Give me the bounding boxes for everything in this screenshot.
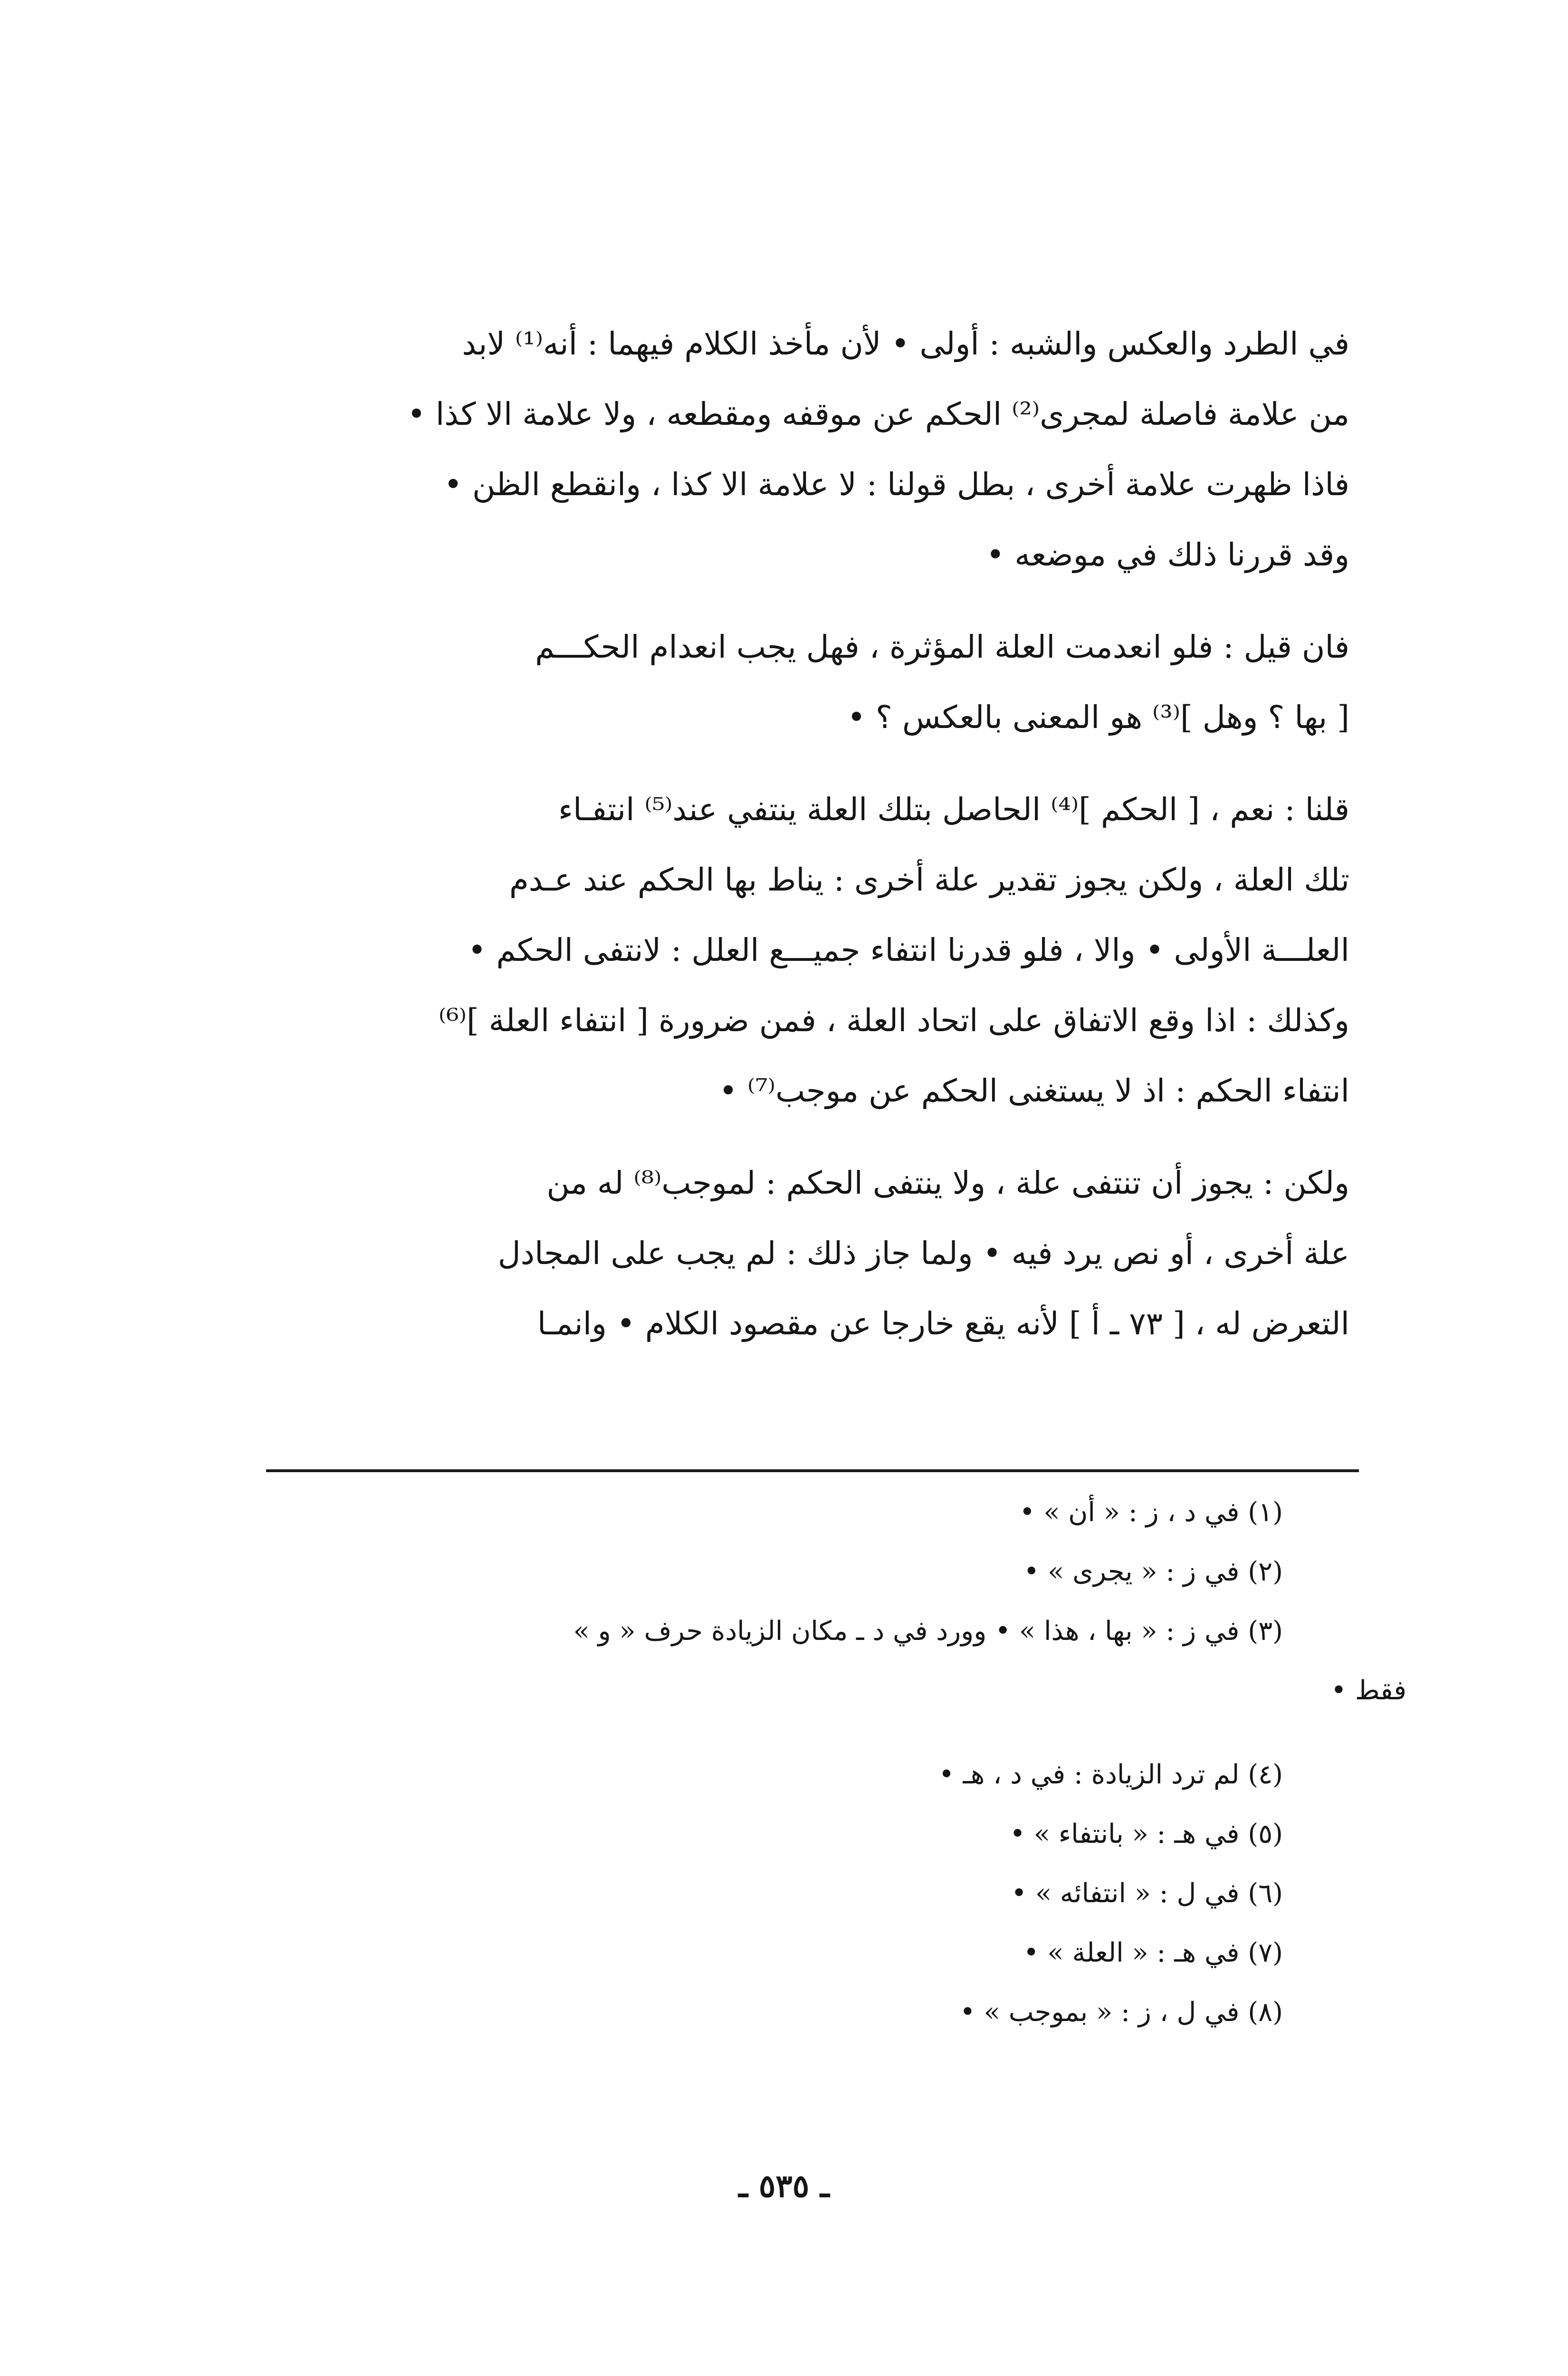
text-line: انتفاء الحكم : اذ لا يستغنى الحكم عن موجب⁽⁷⁾ • bbox=[719, 1073, 1349, 1109]
footnote-2: (٢) في ز : « يجرى » • bbox=[1023, 1556, 1283, 1587]
text-line: وقد قررنا ذلك في موضعه • bbox=[986, 537, 1349, 573]
footnote-3: (٣) في ز : « بها ، هذا » • وورد في د ـ مكان الزيادة حرف « و » bbox=[573, 1616, 1283, 1647]
page-number: ـ ٥٣٥ ـ bbox=[738, 2167, 830, 2204]
footnote-spacer bbox=[209, 1720, 1283, 1745]
text-line: التعرض له ، [ ٧٣ ـ أ ] لأنه يقع خارجا عن مقصود الكلام • وانمـا bbox=[537, 1305, 1349, 1342]
footnote-separator bbox=[266, 1469, 1359, 1472]
footnote-3-continuation: فقط • bbox=[1330, 1675, 1406, 1706]
footnote-1: (١) في د ، ز : « أن » • bbox=[1019, 1497, 1283, 1528]
text-line: العلـــة الأولى • والا ، فلو قدرنا انتفاء جميـــع العلل : لانتفى الحكم • bbox=[468, 932, 1349, 968]
text-line: فان قيل : فلو انعدمت العلة المؤثرة ، فهل يجب انعدام الحكـــم bbox=[535, 629, 1349, 665]
footnote-5: (٥) في هـ : « بانتفاء » • bbox=[1009, 1819, 1283, 1849]
paragraph-1 bbox=[238, 309, 1349, 590]
footnote-8: (٨) في ل ، ز : « بموجب » • bbox=[959, 1997, 1283, 2028]
text-line: قلنا : نعم ، [ الحكم ]⁽⁴⁾ الحاصل بتلك العلة ينتفي عند⁽⁵⁾ انتفـاء bbox=[558, 791, 1349, 828]
paragraph-3 bbox=[238, 775, 1349, 1126]
text-line: وكذلك : اذا وقع الاتفاق على اتحاد العلة ، فمن ضرورة [ انتفاء العلة ]⁽⁶⁾ bbox=[439, 1002, 1349, 1039]
text-line: فاذا ظهرت علامة أخرى ، بطل قولنا : لا علامة الا كذا ، وانقطع الظن • bbox=[444, 466, 1349, 503]
text-line: من علامة فاصلة لمجرى⁽²⁾ الحكم عن موقفه ومقطعه ، ولا علامة الا كذا • bbox=[407, 396, 1349, 432]
text-line: ولكن : يجوز أن تنتفى علة ، ولا ينتفى الحكم : لموجب⁽⁸⁾ له من bbox=[546, 1165, 1349, 1201]
footnote-6: (٦) في ل : « انتفائه » • bbox=[1011, 1878, 1283, 1909]
footnote-7: (٧) في هـ : « العلة » • bbox=[1023, 1937, 1283, 1968]
paragraph-2 bbox=[238, 612, 1349, 753]
text-line: في الطرد والعكس والشبه : أولى • لأن مأخذ الكلام فيهما : أنه⁽¹⁾ لابد bbox=[462, 326, 1349, 362]
main-text bbox=[238, 309, 1349, 1359]
footnotes bbox=[209, 1483, 1406, 2042]
paragraph-4 bbox=[238, 1148, 1349, 1359]
text-line: [ بها ؟ وهل ]⁽³⁾ هو المعنى بالعكس ؟ • bbox=[847, 699, 1349, 736]
text-line: علة أخرى ، أو نص يرد فيه • ولما جاز ذلك : لم يجب على المجادل bbox=[497, 1235, 1349, 1272]
footnote-4: (٤) لم ترد الزيادة : في د ، هـ • bbox=[938, 1759, 1283, 1790]
text-line: تلك العلة ، ولكن يجوز تقدير علة أخرى : يناط بها الحكم عند عـدم bbox=[509, 862, 1349, 898]
